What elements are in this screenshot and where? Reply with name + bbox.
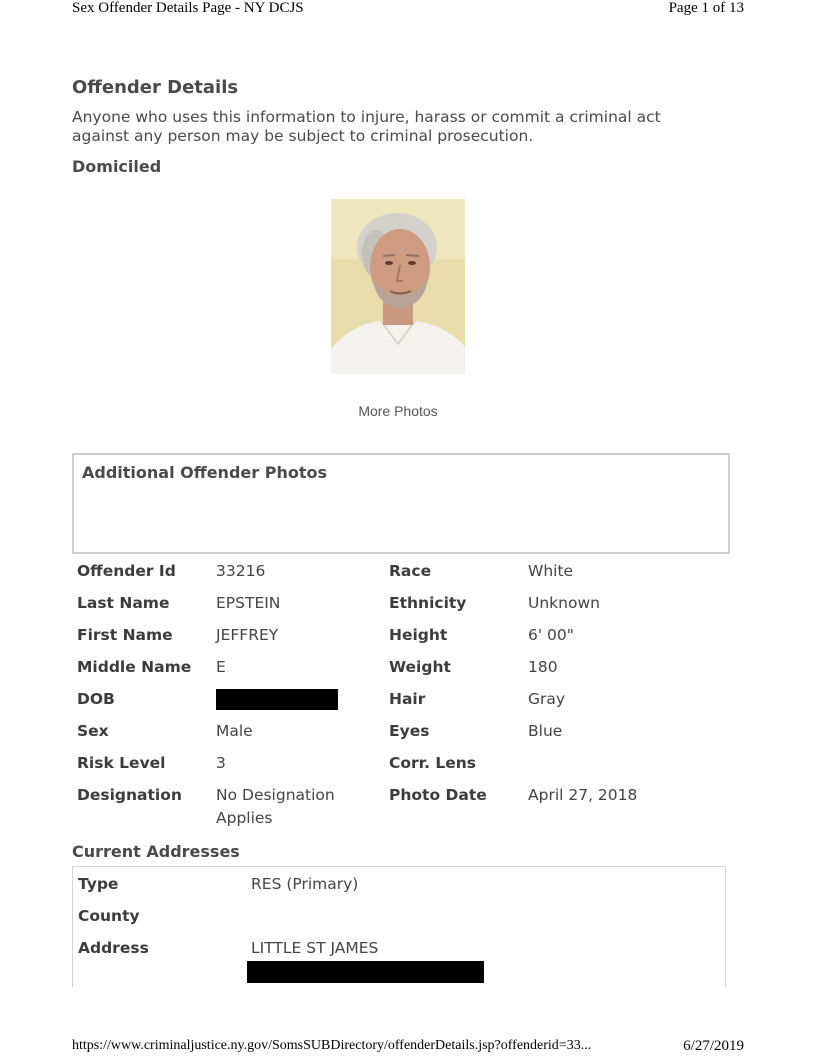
redaction-bar <box>216 689 338 710</box>
address-value: RES (Primary) <box>251 875 359 893</box>
table-row <box>73 903 489 935</box>
address-value: LITTLE ST JAMES <box>251 939 379 957</box>
page-url: https://www.criminaljustice.ny.gov/SomsSUBDirectory/offenderDetails.jsp?offenderid=33... <box>72 1038 592 1053</box>
detail-value: 6' 00" <box>528 626 574 644</box>
detail-label: Sex <box>77 722 109 740</box>
page-title: Offender Details <box>72 77 239 98</box>
detail-value: 3 <box>216 754 226 772</box>
detail-label: DOB <box>77 690 115 708</box>
offender-status: Domiciled <box>72 157 162 176</box>
detail-label: Height <box>389 626 448 644</box>
current-addresses-table <box>73 871 489 985</box>
detail-label: Ethnicity <box>389 594 467 612</box>
detail-value <box>523 750 728 782</box>
print-date: 6/27/2019 <box>683 1038 744 1054</box>
detail-label: Designation <box>77 786 182 804</box>
additional-photos-title: Additional Offender Photos <box>82 463 327 482</box>
table-row <box>73 871 489 903</box>
detail-label: Weight <box>389 658 451 676</box>
redaction-bar <box>247 961 484 983</box>
table-row <box>72 654 728 686</box>
page-indicator: Page 1 of 13 <box>668 0 744 16</box>
detail-value: White <box>528 562 574 580</box>
additional-photos-panel <box>72 453 730 554</box>
detail-value: Blue <box>528 722 563 740</box>
current-addresses-panel <box>72 866 726 987</box>
detail-label: Middle Name <box>77 658 192 676</box>
address-value-cell <box>246 935 489 985</box>
address-label: Type <box>78 875 119 893</box>
detail-value: Unknown <box>528 594 600 612</box>
table-row <box>72 782 728 832</box>
offender-details-table <box>72 558 728 832</box>
detail-label: Photo Date <box>389 786 487 804</box>
detail-value: EPSTEIN <box>216 594 281 612</box>
current-addresses-title: Current Addresses <box>72 842 240 861</box>
detail-label: Corr. Lens <box>389 754 477 772</box>
detail-label: Last Name <box>77 594 170 612</box>
detail-value: Gray <box>528 690 566 708</box>
detail-label: Race <box>389 562 432 580</box>
table-row <box>72 622 728 654</box>
detail-label: Hair <box>389 690 426 708</box>
legal-warning: Anyone who uses this information to injure, harass or commit a criminal act against any person may be subject to criminal prosecution. <box>72 108 661 145</box>
address-label: Address <box>78 939 149 957</box>
address-value <box>246 903 489 935</box>
detail-value: No Designation Applies <box>216 786 335 827</box>
detail-label: Eyes <box>389 722 430 740</box>
offender-photo-image <box>331 199 465 374</box>
detail-value: Male <box>216 722 253 740</box>
table-row <box>72 750 728 782</box>
detail-value: E <box>216 658 226 676</box>
detail-value: April 27, 2018 <box>528 786 638 804</box>
detail-value: 180 <box>528 658 558 676</box>
table-row <box>72 558 728 590</box>
table-row <box>73 935 489 985</box>
offender-photo[interactable] <box>331 199 465 374</box>
dob-value-redacted <box>211 686 384 718</box>
table-row <box>72 686 728 718</box>
address-label: County <box>78 907 140 925</box>
table-row <box>72 590 728 622</box>
detail-label: Risk Level <box>77 754 166 772</box>
detail-value: JEFFREY <box>216 626 279 644</box>
detail-value: 33216 <box>216 562 266 580</box>
detail-label: Offender Id <box>77 562 176 580</box>
print-header-title: Sex Offender Details Page - NY DCJS <box>72 0 304 16</box>
table-row <box>72 718 728 750</box>
detail-label: First Name <box>77 626 173 644</box>
more-photos-link[interactable]: More Photos <box>358 403 438 419</box>
